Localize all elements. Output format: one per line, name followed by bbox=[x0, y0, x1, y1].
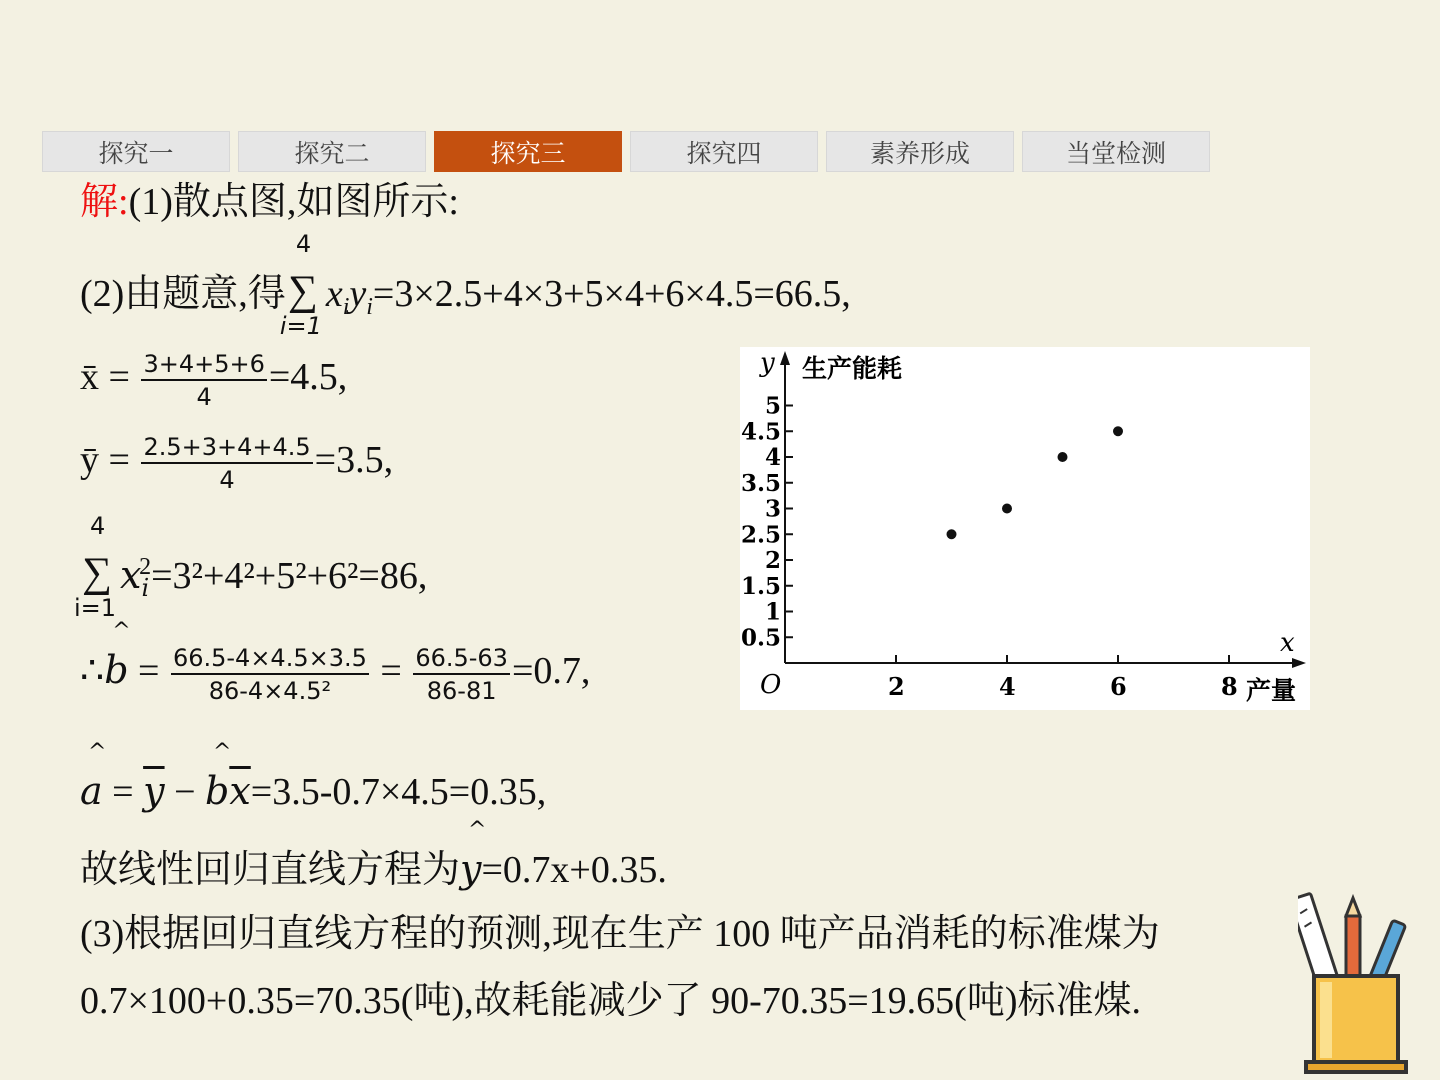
x-tick-label-2: 6 bbox=[1110, 672, 1127, 701]
ybar-line bbox=[80, 435, 393, 492]
x-tick-label-3: 8 bbox=[1221, 672, 1238, 701]
tab-suyang-xingcheng[interactable]: 素养形成 bbox=[826, 131, 1014, 172]
tab-tanjiu-3[interactable]: 探究三 bbox=[434, 131, 622, 172]
x-tick-label-1: 4 bbox=[999, 672, 1016, 701]
sum-lower-limit: i=1 bbox=[279, 312, 322, 340]
sum-upper-limit: 4 bbox=[295, 230, 312, 258]
b-denominator-1: 86-4×4.5² bbox=[208, 677, 332, 705]
origin-label: O bbox=[760, 670, 782, 700]
y-tick-label-0: 0.5 bbox=[740, 624, 781, 652]
xbar-value: =4.5, bbox=[268, 356, 348, 399]
ybar-label: ȳ = bbox=[80, 439, 130, 482]
xbar-label: x̄ = bbox=[80, 356, 130, 399]
part2-rest: =3×2.5+4×3+5×4+6×4.5=66.5, bbox=[372, 273, 851, 315]
x-tick-label-0: 2 bbox=[888, 672, 905, 701]
sum2-lower-limit: i=1 bbox=[74, 594, 117, 622]
data-point-1 bbox=[1002, 504, 1012, 514]
part2-prefix: (2)由题意,得 bbox=[80, 273, 286, 315]
a-hat-line: ^ $a = \overline{y}$ − ^ $b\overline{x}=3.5-0.7\times 4.5=0.35$, bbox=[80, 772, 546, 811]
ybar-numerator: 2.5+3+4+4.5 bbox=[141, 435, 312, 464]
y-axis-label: 生产能耗 bbox=[802, 354, 903, 383]
xbar-line bbox=[80, 352, 347, 409]
tab-bar bbox=[42, 131, 1210, 172]
y-tick-label-7: 4 bbox=[764, 444, 781, 471]
solution-line-2: (2)由题意,得 ∑ 4 i=1 $x_iy_i=3\times 2.5+4\times 3+5\times 4+6\times 4.5=66.5$, bbox=[80, 230, 851, 340]
solution-label: 解: bbox=[80, 181, 129, 223]
b-fraction-1 bbox=[171, 646, 369, 703]
tab-tanjiu-4[interactable]: 探究四 bbox=[630, 131, 818, 172]
y-tick-label-2: 1.5 bbox=[740, 572, 781, 600]
equation-rest: =0.7x+0.35. bbox=[481, 849, 667, 891]
sum2-upper-limit: 4 bbox=[90, 512, 106, 540]
ybar-denominator: 4 bbox=[219, 466, 235, 494]
tab-tanjiu-2[interactable]: 探究二 bbox=[238, 131, 426, 172]
b-value: =0.7, bbox=[511, 650, 591, 693]
y-tick-label-4: 2.5 bbox=[740, 521, 781, 549]
part1-text: (1)散点图,如图所示: bbox=[128, 181, 459, 223]
sum-squares-rest: =3²+4²+5²+6²=86, bbox=[151, 555, 428, 597]
b-numerator-2: 66.5-63 bbox=[413, 646, 510, 675]
sum-squares-line: ∑ 4 i=1 $x_i^2=3^2+4^2+5^2+6^2=86$, bbox=[74, 512, 428, 622]
b-numerator-1: 66.5-4×4.5×3.5 bbox=[171, 646, 369, 675]
a-rest: =3.5-0.7×4.5=0.35, bbox=[250, 771, 547, 813]
scatter-chart-svg bbox=[740, 347, 1310, 710]
y-tick-label-1: 1 bbox=[764, 598, 781, 626]
y-axis-arrow bbox=[780, 351, 790, 365]
y-tick-label-9: 5 bbox=[764, 392, 781, 420]
y-tick-label-5: 3 bbox=[764, 495, 781, 523]
xbar-numerator: 3+4+5+6 bbox=[141, 352, 266, 381]
b-hat-line: ∴^ b = $\frac{66.5-4\times 4.5\times 3.5}{\text{86-4×4.5²}}$ = $\frac{66.5-63}{86-81}$ =0.7, bbox=[80, 646, 590, 703]
tab-dangtang-jiance[interactable]: 当堂检测 bbox=[1022, 131, 1210, 172]
ybar-value: =3.5, bbox=[314, 439, 394, 482]
y-axis-symbol: y bbox=[760, 348, 775, 378]
b-denominator-2: 86-81 bbox=[426, 677, 497, 705]
x-axis-arrow bbox=[1292, 658, 1306, 668]
solution-line-1 bbox=[80, 183, 459, 221]
y-tick-label-6: 3.5 bbox=[740, 469, 781, 497]
x-axis-label: 产量 bbox=[1246, 676, 1297, 705]
pencil-cup-illustration bbox=[1298, 880, 1410, 1076]
regression-equation-line: 故线性回归直线方程为^ y=0.7x+0.35. bbox=[80, 850, 667, 889]
b-fraction-2 bbox=[413, 646, 510, 703]
cup-icon bbox=[1306, 976, 1406, 1072]
data-point-3 bbox=[1113, 426, 1123, 436]
ybar-fraction bbox=[141, 435, 312, 492]
equation-prefix: 故线性回归直线方程为 bbox=[80, 849, 461, 891]
sum-symbol: ∑ 4 i=1 bbox=[279, 230, 322, 340]
xbar-denominator: 4 bbox=[196, 383, 212, 411]
x-axis-symbol: x bbox=[1280, 628, 1295, 658]
part3-line-b: 0.7×100+0.35=70.35(吨),故耗能减少了 90-70.35=19.65(吨)标准煤. bbox=[80, 980, 1141, 1022]
y-tick-label-3: 2 bbox=[764, 547, 781, 574]
data-point-2 bbox=[1058, 452, 1068, 462]
xbar-fraction bbox=[141, 352, 266, 409]
part3-line-a: (3)根据回归直线方程的预测,现在生产 100 吨产品消耗的标准煤为 bbox=[80, 913, 1160, 955]
sum-symbol-2: ∑ 4 i=1 bbox=[74, 512, 117, 622]
data-point-0 bbox=[947, 529, 957, 539]
tab-tanjiu-1[interactable]: 探究一 bbox=[42, 131, 230, 172]
scatter-chart bbox=[740, 347, 1310, 710]
y-tick-label-8: 4.5 bbox=[740, 418, 781, 446]
